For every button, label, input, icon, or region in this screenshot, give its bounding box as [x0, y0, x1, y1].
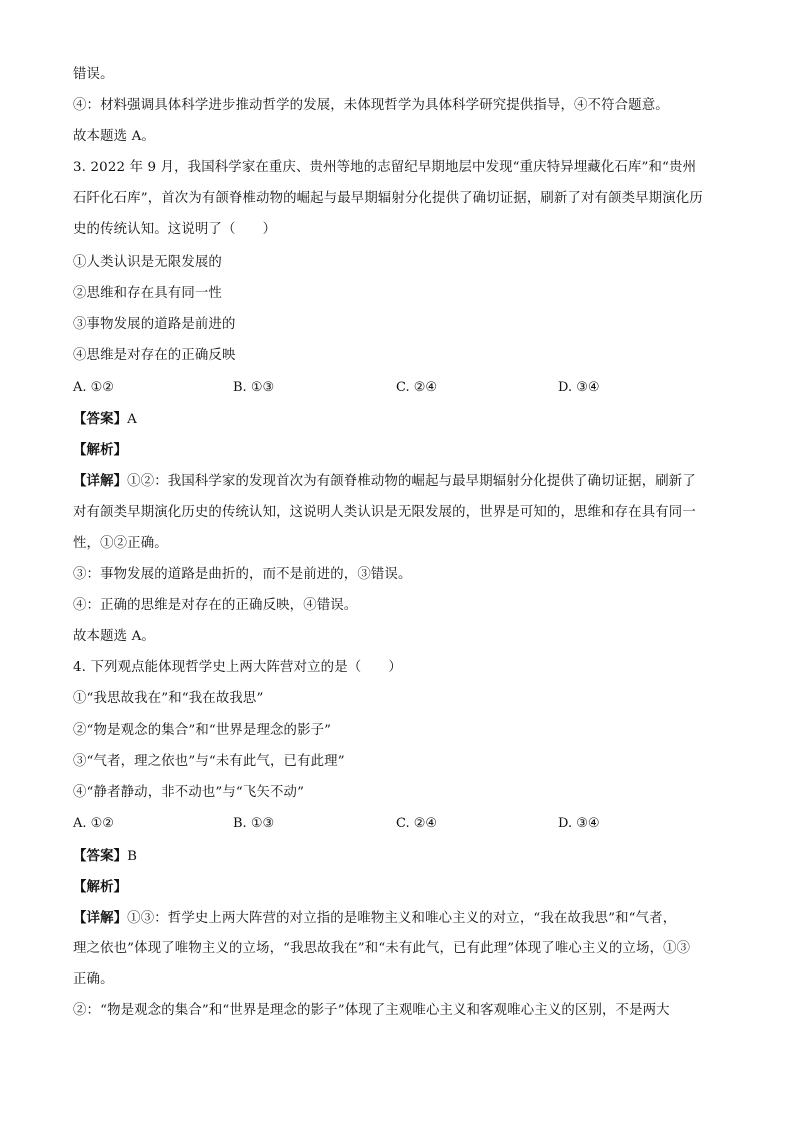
- question-3-item: ④思维是对存在的正确反映: [73, 348, 236, 363]
- answer-line: [73, 410, 137, 429]
- text-line: 性，①②正确。: [73, 536, 168, 551]
- text-line: ④：材料强调具体科学进步推动哲学的发展，未体现哲学为具体科学研究提供指导，④不符合题意。: [73, 98, 669, 113]
- text-line: 故本题选 A。: [73, 129, 155, 144]
- question-3-item: ②思维和存在具有同一性: [73, 286, 222, 301]
- question-3-stem: 史的传统认知。这说明了（ ）: [73, 222, 277, 237]
- explanation-line: [73, 909, 676, 928]
- question-4-item: ③“气者，理之依也”与“未有此气，已有此理”: [73, 754, 345, 769]
- text-line: 理之依也”体现了唯物主义的立场，“我思故我在”和“未有此气，已有此理”体现了唯心主义的立场，①③: [73, 941, 691, 956]
- text-line: 错误。: [73, 67, 114, 82]
- answer-value: B: [127, 849, 138, 864]
- answer-line: [73, 847, 137, 866]
- choice-d: D. ③④: [558, 380, 600, 395]
- question-4-item: ②“物是观念的集合”和“世界是理念的影子”: [73, 723, 332, 738]
- text-line: 故本题选 A。: [73, 629, 155, 644]
- question-3-item: ③事物发展的道路是前进的: [73, 317, 236, 332]
- analysis-tag: 【解析】: [73, 879, 128, 895]
- explanation-tag: 【详解】: [73, 910, 128, 926]
- question-4-item: ④“静者静动，非不动也”与“飞矢不动”: [73, 785, 305, 800]
- choice-b: B. ①③: [233, 380, 275, 395]
- text-line: 对有颌类早期演化历史的传统认知，这说明人类认识是无限发展的，世界是可知的，思维和存在具有同一: [73, 505, 696, 520]
- text-line: 正确。: [73, 972, 114, 987]
- text-line: ②：“物是观念的集合”和“世界是理念的影子”体现了主观唯心主义和客观唯心主义的区别，不是两大: [73, 1003, 670, 1018]
- question-3-item: ①人类认识是无限发展的: [73, 255, 222, 270]
- answer-value: A: [127, 412, 137, 427]
- choice-a: A. ①②: [73, 380, 114, 395]
- analysis-tag: 【解析】: [73, 442, 128, 458]
- text-line: ④：正确的思维是对存在的正确反映，④错误。: [73, 598, 358, 613]
- answer-tag: 【答案】: [73, 848, 128, 864]
- answer-tag: 【答案】: [73, 411, 128, 427]
- choice-b: B. ①③: [233, 816, 275, 831]
- question-3-stem: 3. 2022 年 9 月，我国科学家在重庆、贵州等地的志留纪早期地层中发现“重庆特异埋藏化石库”和“贵州: [73, 160, 697, 175]
- explanation-tag: 【详解】: [73, 473, 128, 489]
- choice-d: D. ③④: [558, 816, 600, 831]
- question-3-stem: 石阡化石库”，首次为有颌脊椎动物的崛起与最早期辐射分化提供了确切证据，刷新了对有颌类早期演化历: [73, 191, 703, 206]
- choice-a: A. ①②: [73, 816, 114, 831]
- explanation-text: ①②：我国科学家的发现首次为有颌脊椎动物的崛起与最早期辐射分化提供了确切证据，刷新了: [127, 474, 696, 489]
- explanation-text: ①③：哲学史上两大阵营的对立指的是唯物主义和唯心主义的对立，“我在故我思”和“气者，: [127, 911, 677, 926]
- text-line: ③：事物发展的道路是曲折的，而不是前进的，③错误。: [73, 567, 412, 582]
- question-4-stem: 4. 下列观点能体现哲学史上两大阵营对立的是（ ）: [73, 660, 402, 675]
- choice-c: C. ②④: [396, 816, 438, 831]
- question-4-item: ①“我思故我在”和“我在故我思”: [73, 691, 264, 706]
- explanation-line: [73, 472, 696, 491]
- choice-c: C. ②④: [396, 380, 438, 395]
